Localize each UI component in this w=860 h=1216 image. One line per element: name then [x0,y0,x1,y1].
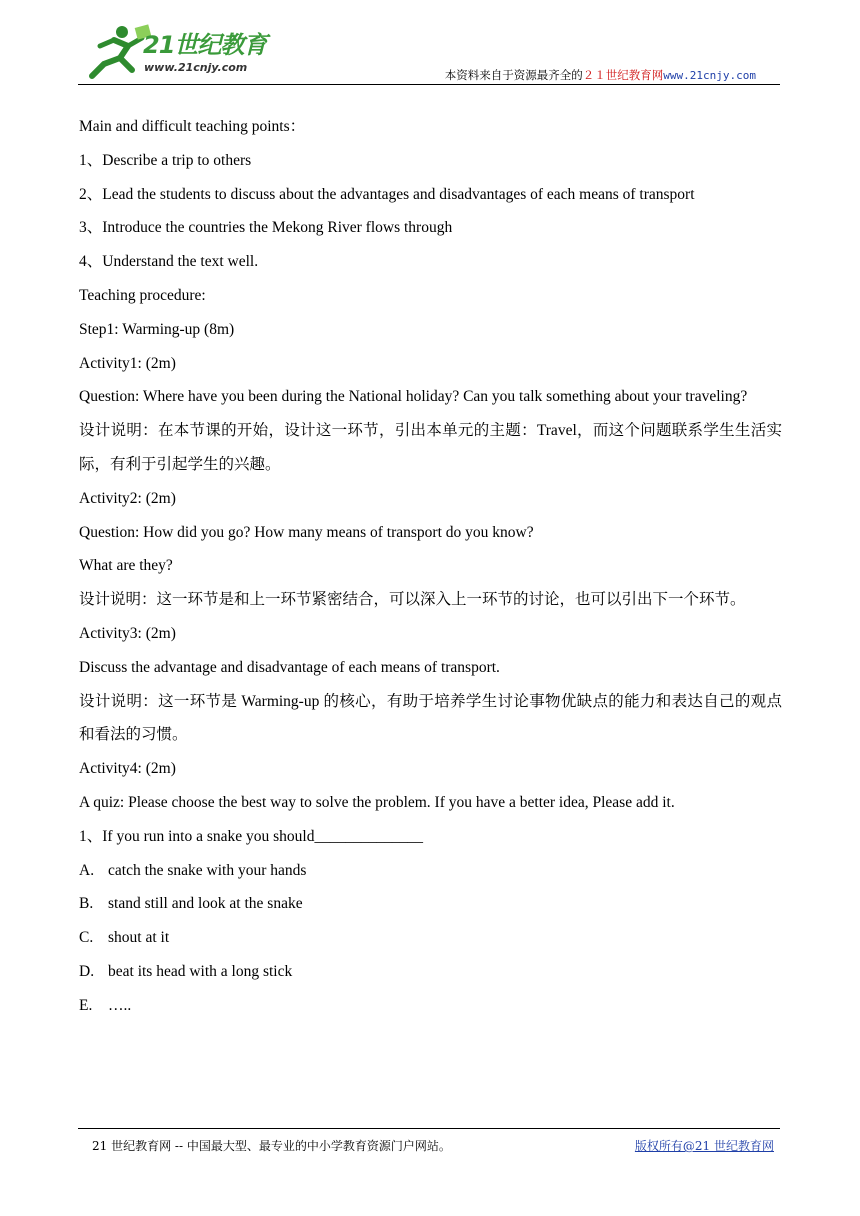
header-source [445,67,756,83]
activity1-question: Question: Where have you been during the National holiday? Can you talk something about your traveling? [79,388,748,406]
quiz-option [79,887,782,921]
activity1-heading: Activity1: (2m) [79,354,176,372]
footer-divider [78,1128,780,1129]
header-source-prefix: 本资料来自于资源最齐全的 [444,68,583,82]
footer-tagline: 21 世纪教育网 -- 中国最大型、最专业的中小学教育资源门户网站。 [92,1139,451,1153]
option-letter: C. [79,929,94,947]
procedure-heading: Teaching procedure: [79,286,206,304]
logo-text: 21世纪教育 [143,31,267,59]
header-source-brand: ２１世纪教育网 [582,68,664,82]
quiz-question-1: 1、If you run into a snake you should______________ [79,827,423,845]
teaching-point-3: 3、Introduce the countries the Mekong River flows through [79,219,453,237]
header-divider [78,84,780,85]
activity2-question-followup: What are they? [79,557,173,575]
design-note-3: 设计说明：这一环节是 Warming-up 的核心，有助于培养学生讨论事物优缺点的能力和表达自己的观点和看法的习惯。 [79,692,782,744]
quiz-option [79,921,782,955]
option-letter: B. [79,895,94,913]
design-note-2: 设计说明：这一环节是和上一环节紧密结合，可以深入上一环节的讨论，也可以引出下一个环节。 [79,591,746,609]
teaching-point-4: 4、Understand the text well. [79,253,259,271]
quiz-option [79,955,782,989]
header-source-url[interactable]: www.21cnjy.com [663,69,756,82]
teaching-point-2: 2、Lead the students to discuss about the advantages and disadvantages of each means of transport [79,185,695,203]
logo-url: www.21cnjy.com [144,61,248,74]
option-text: stand still and look at the snake [108,895,303,913]
quiz-instructions: A quiz: Please choose the best way to solve the problem. If you have a better idea, Please add it. [79,793,675,811]
option-text: beat its head with a long stick [108,962,293,980]
option-letter: D. [79,962,95,980]
activity3-task: Discuss the advantage and disadvantage of each means of transport. [79,658,500,676]
option-letter: E. [79,996,93,1014]
document-body [79,110,782,1023]
teaching-points-heading: Main and difficult teaching points： [79,118,306,135]
teaching-point-1: 1、Describe a trip to others [79,151,252,169]
option-text: ….. [108,996,132,1014]
option-text: catch the snake with your hands [108,861,307,879]
option-letter: A. [79,861,95,879]
quiz-option [79,854,782,888]
activity3-heading: Activity3: (2m) [79,624,176,642]
footer-copyright-link[interactable]: 版权所有@21 世纪教育网 [634,1139,774,1153]
design-note-1: 设计说明：在本节课的开始，设计这一环节，引出本单元的主题：Travel，而这个问题联系学生生活实际，有利于引起学生的兴趣。 [79,422,782,473]
activity2-heading: Activity2: (2m) [79,489,176,507]
step1-heading: Step1: Warming-up (8m) [79,320,235,338]
activity4-heading: Activity4: (2m) [79,760,176,778]
option-text: shout at it [108,929,170,947]
activity2-question: Question: How did you go? How many means of transport do you know? [79,523,534,541]
quiz-option [79,989,782,1023]
